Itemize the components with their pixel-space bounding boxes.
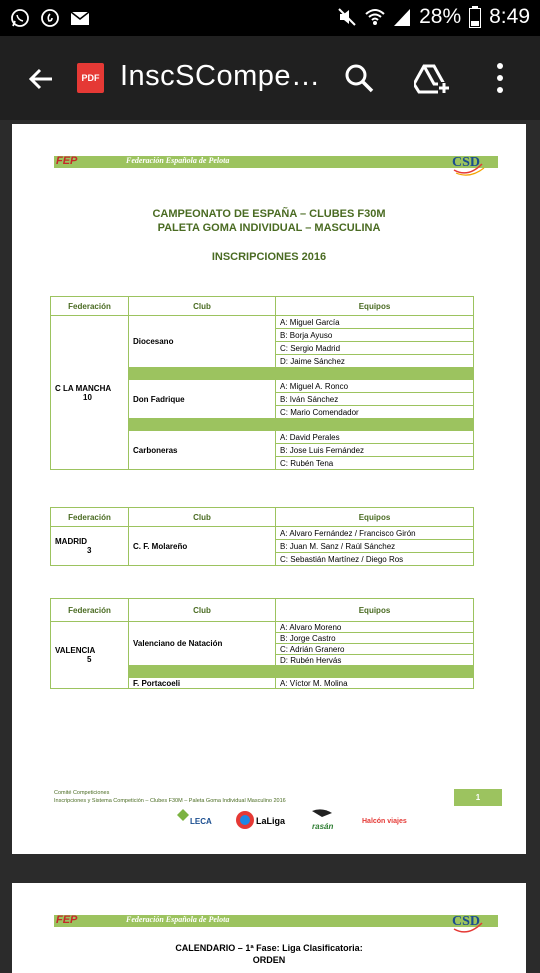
csd-logo-icon bbox=[450, 146, 486, 178]
team-entry: A: David Perales bbox=[276, 431, 474, 444]
club-name: C. F. Molareño bbox=[129, 527, 276, 566]
wifi-icon bbox=[365, 7, 385, 27]
team-entry: D: Rubén Hervás bbox=[276, 655, 474, 666]
federation-cell bbox=[51, 622, 129, 689]
team-entry: A: Miguel A. Ronco bbox=[276, 380, 474, 393]
page2-title-line1: CALENDARIO – 1ª Fase: Liga Clasificatoria: bbox=[175, 943, 363, 953]
fep-logo: FEP bbox=[56, 155, 78, 167]
team-entry: C: Adrián Granero bbox=[276, 644, 474, 655]
header-federacion: Federación bbox=[51, 599, 129, 622]
app-bar bbox=[0, 36, 540, 120]
email-icon bbox=[70, 8, 90, 28]
club-name: Diocesano bbox=[129, 316, 276, 368]
club-name: Carboneras bbox=[129, 431, 276, 470]
footer-description: Inscripciones y Sistema Competición – Clubes F30M – Paleta Goma Individual Masculino 2016 bbox=[54, 798, 286, 804]
federation-count: 10 bbox=[83, 392, 92, 402]
team-entry: C: Sebastián Martínez / Diego Ros bbox=[276, 553, 474, 566]
sponsor-halcon: Halcón viajes bbox=[362, 818, 407, 825]
signal-icon bbox=[393, 7, 411, 27]
entries-table-madrid bbox=[50, 507, 474, 566]
org-name: Federación Española de Pelota bbox=[126, 915, 230, 924]
more-options-icon[interactable] bbox=[490, 60, 510, 96]
header-federacion: Federación bbox=[51, 297, 129, 316]
battery-percent: 28% bbox=[419, 5, 462, 28]
sponsor-laliga: LaLiga bbox=[256, 816, 286, 826]
search-icon[interactable] bbox=[343, 62, 375, 94]
sponsor-leca: LECA bbox=[190, 817, 212, 826]
back-arrow-icon[interactable] bbox=[26, 64, 56, 94]
team-entry: B: Borja Ayuso bbox=[276, 329, 474, 342]
team-entry: C: Rubén Tena bbox=[276, 457, 474, 470]
leca-logo-icon bbox=[177, 809, 212, 826]
fep-logo: FEP bbox=[56, 914, 78, 926]
federation-cell bbox=[51, 527, 129, 566]
vodafone-icon bbox=[40, 8, 60, 28]
svg-text:CSD: CSD bbox=[452, 914, 481, 929]
document-title: InscSCompe… bbox=[120, 60, 321, 92]
header-club: Club bbox=[129, 599, 276, 622]
federation-count: 3 bbox=[87, 546, 92, 555]
header-club: Club bbox=[129, 297, 276, 316]
pdf-page-1[interactable] bbox=[12, 124, 526, 854]
team-entry: A: Miguel García bbox=[276, 316, 474, 329]
header-equipos: Equipos bbox=[276, 599, 474, 622]
page2-title-line2: ORDEN bbox=[252, 955, 286, 965]
team-entry: A: Víctor M. Molina bbox=[276, 678, 474, 689]
team-entry: A: Alvaro Fernández / Francisco Girón bbox=[276, 527, 474, 540]
page-number: 1 bbox=[454, 789, 502, 806]
federation-name: MADRID bbox=[55, 537, 87, 546]
team-entry: C: Sergio Madrid bbox=[276, 342, 474, 355]
rasan-logo-icon bbox=[312, 809, 333, 831]
csd-logo-icon bbox=[450, 905, 486, 937]
team-entry: D: Jaime Sánchez bbox=[276, 355, 474, 368]
doc-title-line1: CAMPEONATO DE ESPAÑA – CLUBES F30M bbox=[152, 208, 386, 220]
status-bar bbox=[0, 0, 540, 36]
entries-table-valencia bbox=[50, 598, 474, 689]
team-entry: A: Alvaro Moreno bbox=[276, 622, 474, 633]
federation-name: C LA MANCHA bbox=[55, 383, 112, 393]
doc-title-line2: PALETA GOMA INDIVIDUAL – MASCULINA bbox=[157, 222, 381, 234]
club-name: F. Portacoeli bbox=[129, 678, 276, 689]
footer-committee: Comité Competiciones bbox=[54, 790, 110, 796]
club-name: Don Fadrique bbox=[129, 380, 276, 419]
halcon-logo-icon bbox=[362, 818, 407, 825]
team-entry: B: Jorge Castro bbox=[276, 633, 474, 644]
sponsor-logos bbox=[172, 807, 422, 833]
battery-icon bbox=[469, 6, 481, 28]
add-to-drive-icon[interactable] bbox=[414, 62, 450, 96]
team-entry: B: Jose Luis Fernández bbox=[276, 444, 474, 457]
header-federacion: Federación bbox=[51, 508, 129, 527]
doc-subtitle: INSCRIPCIONES 2016 bbox=[211, 251, 327, 263]
pdf-file-icon: PDF bbox=[77, 63, 104, 93]
header-equipos: Equipos bbox=[276, 508, 474, 527]
header-club: Club bbox=[129, 508, 276, 527]
federation-name: VALENCIA bbox=[55, 646, 96, 655]
club-name: Valenciano de Natación bbox=[129, 622, 276, 666]
org-name: Federación Española de Pelota bbox=[126, 156, 230, 165]
team-entry: B: Juan M. Sanz / Raúl Sánchez bbox=[276, 540, 474, 553]
entries-table-c-la-mancha bbox=[50, 296, 474, 470]
page2-title bbox=[12, 942, 526, 966]
svg-text:CSD: CSD bbox=[452, 155, 481, 170]
laliga-logo-icon bbox=[236, 811, 286, 829]
header-equipos: Equipos bbox=[276, 297, 474, 316]
page-footer bbox=[54, 789, 286, 805]
mute-icon bbox=[337, 7, 357, 27]
whatsapp-icon bbox=[10, 8, 30, 28]
team-entry: B: Iván Sánchez bbox=[276, 393, 474, 406]
clock: 8:49 bbox=[489, 5, 530, 28]
sponsor-rasan: rasán bbox=[312, 822, 334, 831]
team-entry: C: Mario Comendador bbox=[276, 406, 474, 419]
page-header-bar bbox=[54, 156, 498, 168]
federation-count: 5 bbox=[87, 655, 92, 664]
federation-cell bbox=[51, 316, 129, 470]
page-header-bar bbox=[54, 915, 498, 927]
